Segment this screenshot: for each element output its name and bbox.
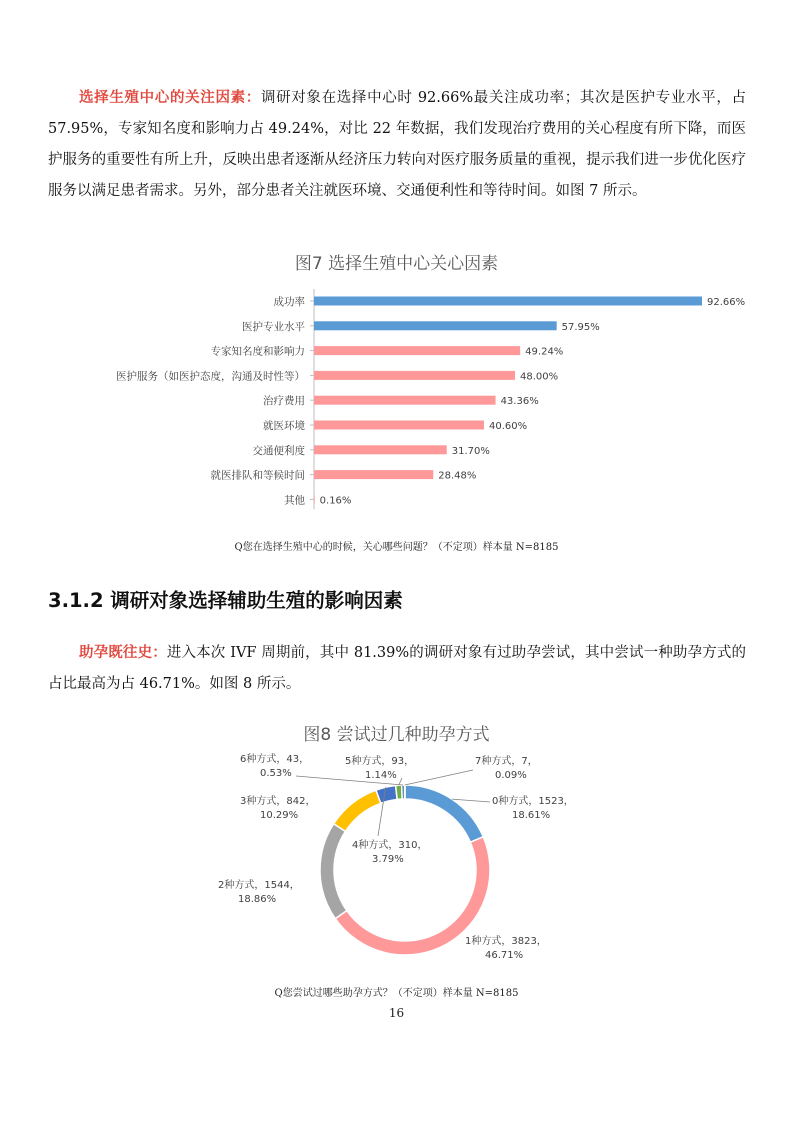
category-label: 交通便利度 — [252, 444, 305, 457]
category-label: 就医排队和等候时间 — [210, 469, 305, 482]
slice-label: 2种方式，1544， — [218, 880, 300, 891]
page-number: 16 — [388, 1006, 405, 1020]
category-label: 专家知名度和影响力 — [210, 345, 305, 358]
slice-percent: 18.61% — [512, 810, 551, 821]
value-label: 49.24% — [525, 346, 564, 358]
bar — [314, 297, 702, 306]
figure7-caption: Q您在选择生殖中心的时候，关心哪些问题？（不定项）样本量 N=8185 — [234, 542, 559, 553]
leader-line — [452, 799, 490, 802]
category-label: 成功率 — [273, 296, 305, 308]
slice-percent: 0.53% — [260, 768, 292, 779]
slice-label: 1种方式，3823， — [465, 936, 547, 947]
bar — [314, 445, 447, 454]
bar — [314, 346, 520, 355]
slice-label: 6种方式，43， — [240, 754, 310, 765]
paragraph-lead: 助孕既往史： — [79, 644, 167, 661]
bar — [314, 321, 557, 330]
figure8-caption: Q您尝试过哪些助孕方式？（不定项）样本量 N=8185 — [274, 988, 519, 999]
bar — [314, 396, 496, 405]
value-label: 40.60% — [489, 421, 528, 432]
bar — [314, 421, 484, 430]
paragraph-history — [48, 637, 746, 700]
bar — [314, 495, 315, 504]
paragraph-body: 调研对象在选择中心时 92.66%最关注成功率；其次是医护专业水平，占 57.95%，专家知名度和影响力占 49.24%，对比 22 年数据，我们发现治疗费用的关心程度有所下降，而医护服务的重要性有所上升，反映出患者逐渐从经济压力转向对医疗服务质量的重视，提示我们进一步优化医疗服务以满足患者需求。另外，部分患者关注就医环境、交通便利性和等待时间。如图 7 所示。 — [48, 90, 746, 199]
slice-label: 3种方式，842， — [240, 796, 316, 807]
category-label: 医护专业水平 — [242, 320, 305, 333]
figure8-title: 图8 尝试过几种助孕方式 — [303, 725, 490, 745]
value-label: 43.36% — [500, 396, 539, 408]
donut-slice — [320, 824, 347, 919]
bar — [314, 470, 433, 479]
slice-percent: 3.79% — [372, 854, 404, 865]
paragraph-lead: 选择生殖中心的关注因素： — [79, 89, 261, 106]
value-label: 31.70% — [451, 445, 490, 457]
leader-line — [405, 770, 473, 785]
category-label: 医护服务（如医护态度，沟通及时性等） — [116, 370, 305, 383]
slice-percent: 1.14% — [365, 770, 397, 781]
slice-percent: 46.71% — [485, 950, 524, 961]
category-label: 治疗费用 — [263, 395, 305, 408]
slice-label: 4种方式，310， — [352, 840, 428, 851]
donut-slice — [405, 785, 483, 842]
slice-label: 5种方式，93， — [345, 756, 415, 767]
value-label: 28.48% — [438, 470, 477, 482]
slice-percent: 18.86% — [238, 894, 277, 905]
donut-slice — [376, 786, 397, 804]
category-label: 其他 — [284, 494, 305, 507]
figure7-title: 图7 选择生殖中心关心因素 — [294, 254, 499, 274]
value-label: 48.00% — [519, 371, 559, 383]
slice-percent: 10.29% — [260, 810, 299, 821]
value-label: 57.95% — [561, 321, 600, 333]
section-heading: 3.1.2 调研对象选择辅助生殖的影响因素 — [48, 589, 403, 612]
leader-line — [399, 778, 402, 785]
value-label: 0.16% — [319, 495, 352, 507]
paragraph-body: 进入本次 IVF 周期前，其中 81.39%的调研对象有过助孕尝试，其中尝试一种助孕方式的占比最高为占 46.71%。如图 8 所示。 — [48, 645, 746, 692]
bar — [314, 371, 515, 380]
bar-chart — [0, 285, 793, 535]
paragraph-center-factors — [48, 82, 746, 207]
slice-percent: 0.09% — [495, 770, 527, 781]
donut-chart — [0, 748, 793, 978]
slice-label: 7种方式，7， — [475, 756, 538, 767]
category-label: 就医环境 — [263, 420, 305, 432]
slice-label: 0种方式，1523， — [492, 796, 574, 807]
value-label: 92.66% — [707, 297, 746, 308]
donut-slice — [334, 790, 381, 831]
